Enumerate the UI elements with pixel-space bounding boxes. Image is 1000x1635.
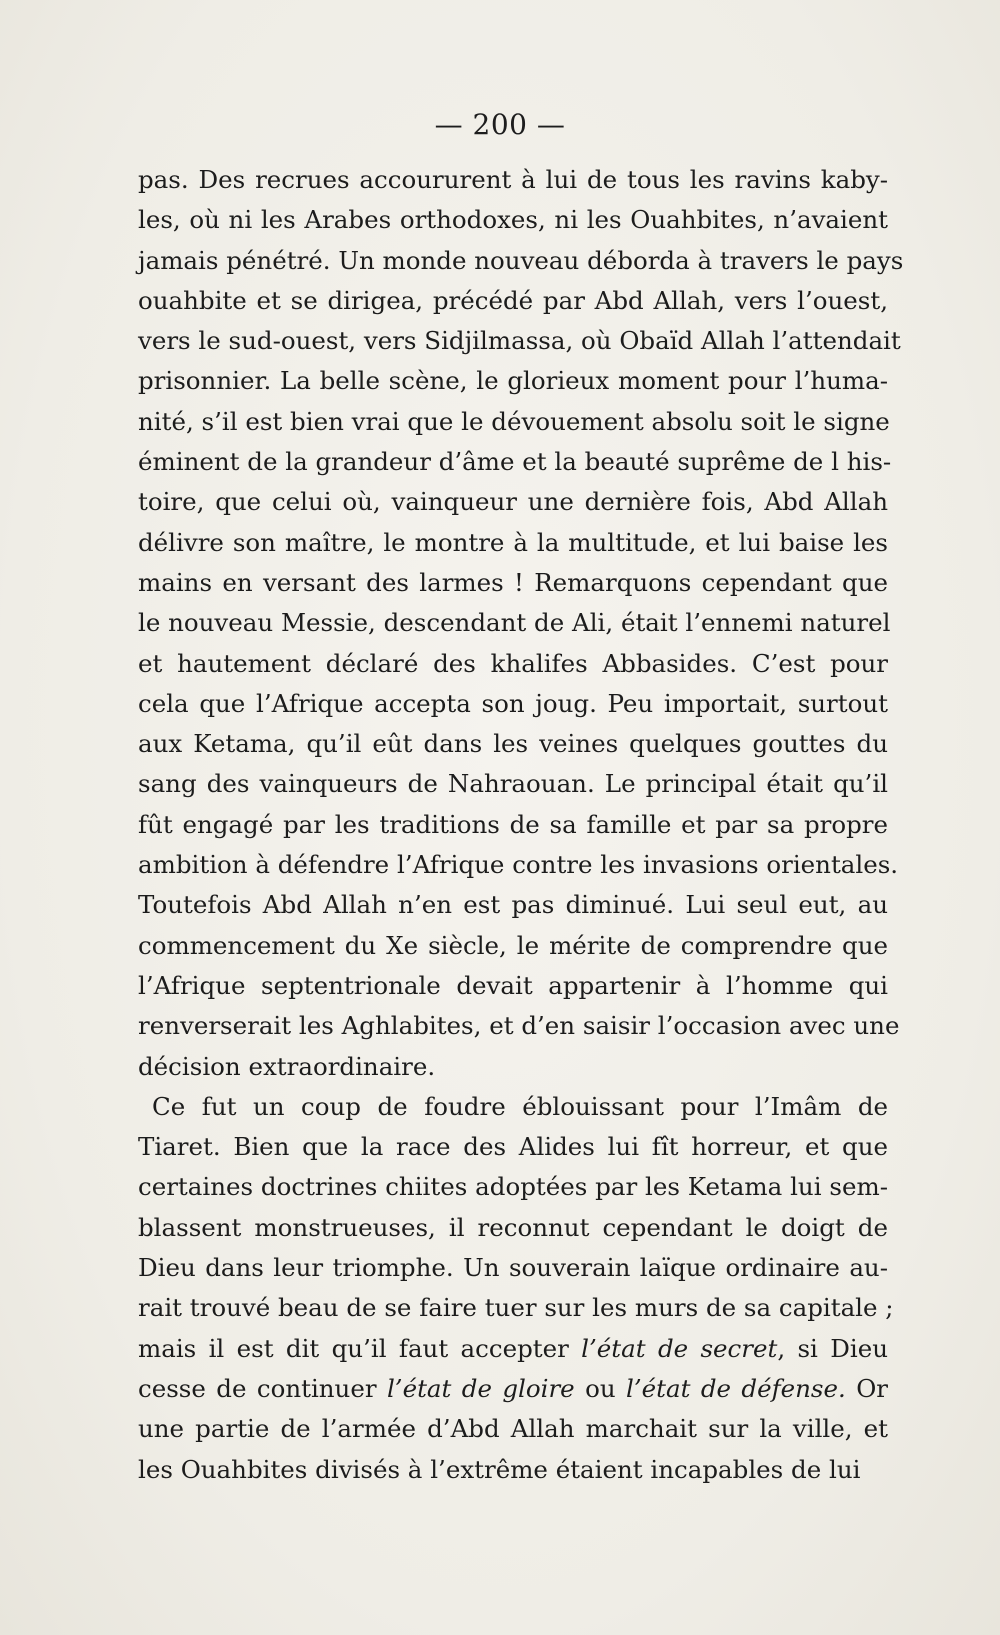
text-line: renverserait les Aghlabites, et d’en saisir l’occasion avec une	[138, 1011, 900, 1041]
italic-phrase: l’état de gloire	[386, 1373, 575, 1403]
text-line: et hautement déclaré des khalifes Abbasides. C’est pour	[138, 648, 888, 678]
text-line: éminent de la grandeur d’âme et la beauté suprême de l his-	[138, 447, 892, 477]
text-line: sang des vainqueurs de Nahraouan. Le principal était qu’il	[138, 769, 888, 799]
text-fragment: ou	[574, 1373, 626, 1403]
text-line: blassent monstrueuses, il reconnut cependant le doigt de	[138, 1212, 888, 1242]
text-line	[138, 1329, 888, 1369]
text-fragment: , si Dieu	[777, 1333, 888, 1363]
text-line: l’Afrique septentrionale devait appartenir à l’homme qui	[138, 970, 888, 1000]
italic-phrase: l’état de défense.	[626, 1373, 846, 1403]
text-fragment: Or	[845, 1373, 888, 1403]
text-line: ambition à défendre l’Afrique contre les invasions orientales.	[138, 850, 899, 880]
text-line: le nouveau Messie, descendant de Ali, était l’ennemi naturel	[138, 608, 891, 638]
body-text	[138, 160, 904, 1490]
text-line: délivre son maître, le montre à la multitude, et lui baise les	[138, 527, 888, 557]
text-line: Tiaret. Bien que la race des Alides lui fît horreur, et que	[138, 1132, 888, 1162]
text-line: toire, que celui où, vainqueur une dernière fois, Abd Allah	[138, 487, 888, 517]
text-line	[138, 1369, 888, 1409]
text-line: une partie de l’armée d’Abd Allah marchait sur la ville, et	[138, 1414, 888, 1444]
text-line: les Ouahbites divisés à l’extrême étaient incapables de lui	[138, 1454, 861, 1484]
text-line: Toutefois Abd Allah n’en est pas diminué. Lui seul eut, au	[138, 890, 888, 920]
text-line: décision extraordinaire.	[138, 1051, 436, 1081]
text-line: cela que l’Afrique accepta son joug. Peu importait, surtout	[138, 688, 888, 718]
text-line: aux Ketama, qu’il eût dans les veines quelques gouttes du	[138, 729, 888, 759]
text-line: prisonnier. La belle scène, le glorieux moment pour l’huma-	[138, 366, 888, 396]
text-line: nité, s’il est bien vrai que le dévouement absolu soit le signe	[138, 406, 890, 436]
page-number: — 200 —	[434, 108, 566, 141]
text-fragment: cesse de continuer	[138, 1373, 387, 1403]
text-fragment: mais il est dit qu’il faut accepter	[138, 1333, 582, 1363]
text-line: mains en versant des larmes ! Remarquons cependant que	[138, 567, 888, 597]
text-line: certaines doctrines chiites adoptées par les Ketama lui sem-	[138, 1172, 888, 1202]
text-line: Dieu dans leur triomphe. Un souverain laïque ordinaire au-	[138, 1253, 888, 1283]
text-line: Ce fut un coup de foudre éblouissant pour l’Imâm de	[152, 1091, 888, 1121]
text-line: commencement du Xe siècle, le mérite de comprendre que	[138, 930, 888, 960]
text-line: rait trouvé beau de se faire tuer sur les murs de sa capitale ;	[138, 1293, 894, 1323]
text-line: fût engagé par les traditions de sa famille et par sa propre	[138, 809, 888, 839]
text-line: pas. Des recrues accoururent à lui de tous les ravins kaby-	[138, 165, 888, 194]
text-line: les, où ni les Arabes orthodoxes, ni les Ouahbites, n’avaient	[138, 205, 888, 235]
italic-phrase: l’état de secret	[581, 1333, 778, 1363]
text-line: ouahbite et se dirigea, précédé par Abd Allah, vers l’ouest,	[138, 285, 888, 315]
text-line: jamais pénétré. Un monde nouveau déborda à travers le pays	[138, 245, 904, 275]
text-line: vers le sud-ouest, vers Sidjilmassa, où Obaïd Allah l’attendait	[138, 326, 901, 356]
